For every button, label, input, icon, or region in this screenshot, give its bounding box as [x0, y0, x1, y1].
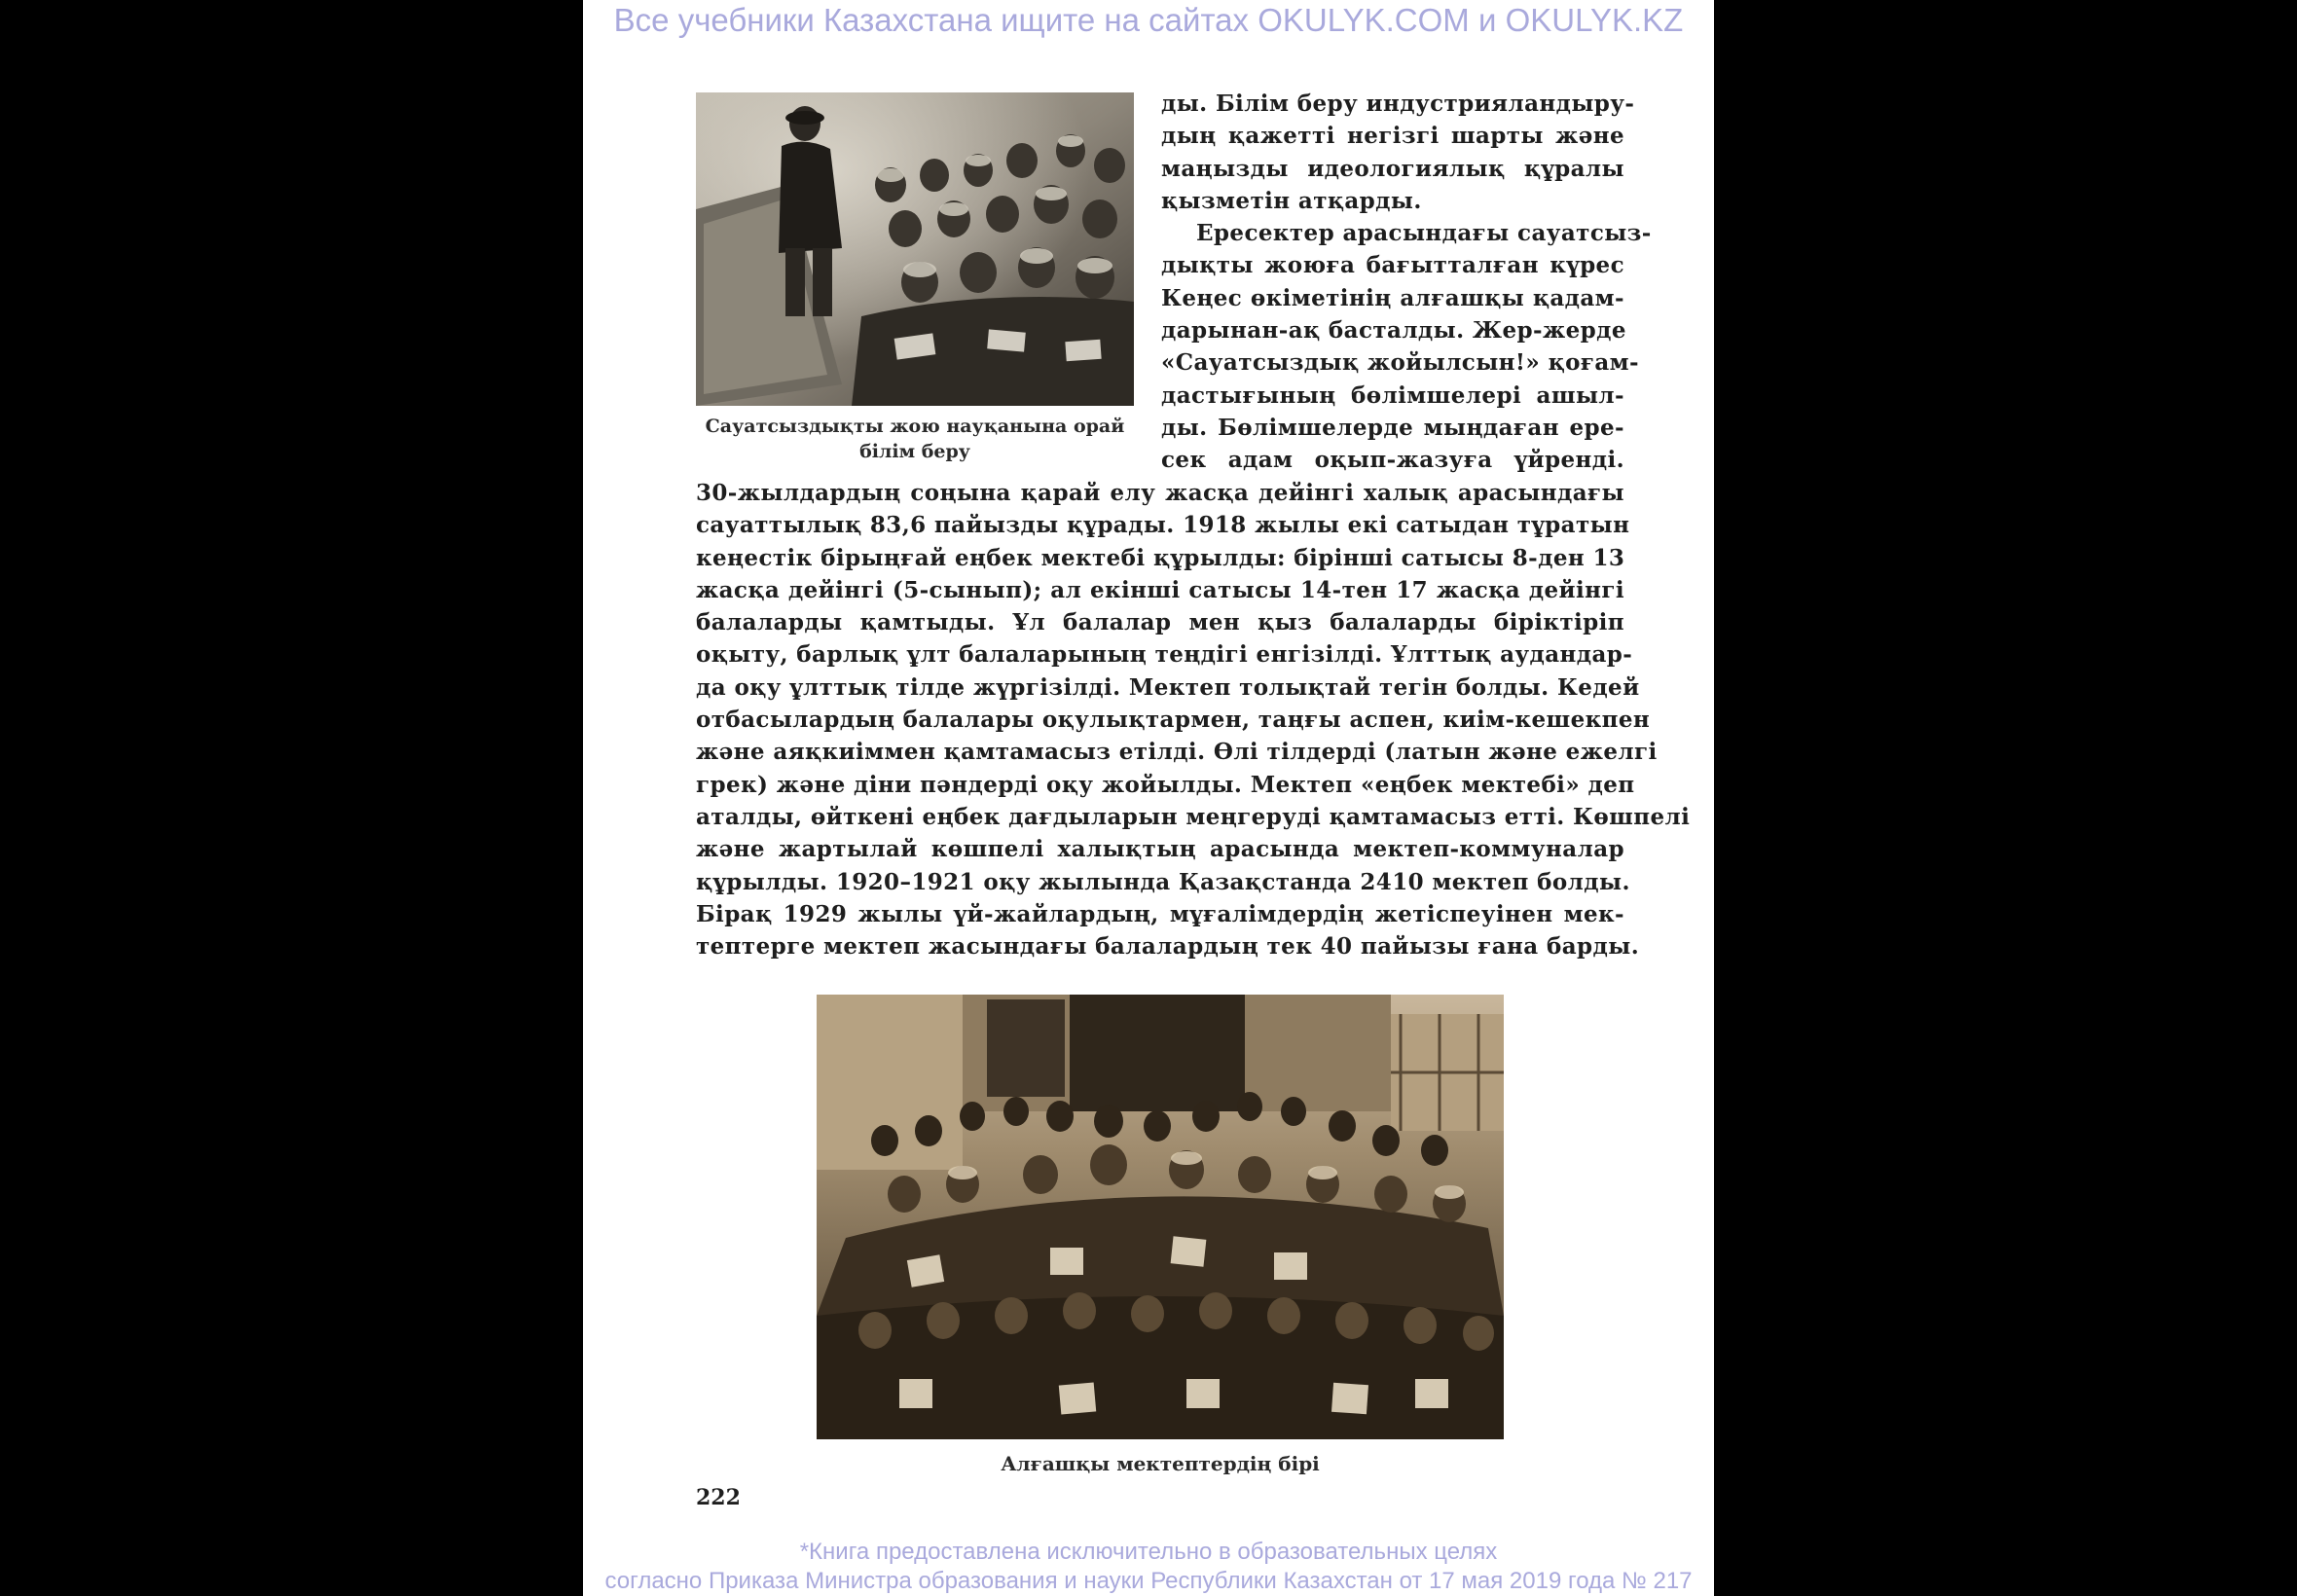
figure1-caption: Сауатсыздықты жою науқанына орай білім беру: [705, 416, 1125, 462]
text-line: дың қажетті негізгі шарты және: [1161, 123, 1624, 150]
text-line: ды. Білім беру индустрияландыру-: [1161, 91, 1635, 117]
watermark-bottom-line2: согласно Приказа Министра образования и науки Республики Казахстан от 17 мая 2019 года № 217: [604, 1568, 1693, 1594]
text-line: Бірақ 1929 жылы үй-жайлардың, мұғалімдердің жетіспеуінен мек-: [696, 900, 1624, 927]
text-line: дастығының бөлімшелері ашыл-: [1161, 381, 1624, 409]
watermark-top: Все учебники Казахстана ищите на сайтах OKULYK.COM и OKULYK.KZ: [613, 2, 1684, 38]
main-paragraph: [696, 477, 1691, 962]
textbook-page: [583, 0, 1714, 1596]
text-line: аталды, өйткені еңбек дағдыларын меңгеруді қамтамасыз етті. Көшпелі: [696, 803, 1691, 830]
text-line: «Сауатсыздық жойылсын!» қоғам-: [1161, 349, 1639, 377]
text-line: қызметін атқарды.: [1161, 187, 1422, 214]
text-line: тептерге мектеп жасындағы балалардың тек 40 пайызы ғана барды.: [696, 933, 1640, 961]
text-line: және жартылай көшпелі халықтың арасында мектеп-коммуналар: [696, 836, 1624, 863]
right-column-text: [1161, 88, 1652, 477]
text-line: дықты жоюға бағытталған күрес: [1161, 252, 1624, 279]
literacy-campaign-photo: [696, 92, 1134, 406]
text-line: дарынан-ақ басталды. Жер-жерде: [1161, 317, 1626, 345]
first-school-photo: [817, 995, 1504, 1439]
text-line: балаларды қамтыды. Ұл балалар мен қыз балаларды біріктіріп: [696, 609, 1624, 636]
text-line: Ересектер арасындағы сауатсыз-: [1196, 220, 1652, 247]
text-line: Кеңес өкіметінің алғашқы қадам-: [1161, 284, 1624, 311]
figure2-caption: Алғашқы мектептердің бірі: [1001, 1452, 1320, 1475]
text-line: маңызды идеологиялық құралы: [1161, 155, 1624, 182]
text-line: жасқа дейінгі (5-сынып); ал екінші сатысы 14-тен 17 жасқа дейінгі: [696, 576, 1624, 603]
text-line: кеңестік бірыңғай еңбек мектебі құрылды: бірінші сатысы 8-ден 13: [696, 544, 1625, 571]
watermark-bottom-line1: *Книга предоставлена исключительно в образовательных целях: [799, 1539, 1498, 1565]
text-line: құрылды. 1920–1921 оқу жылында Қазақстанда 2410 мектеп болды.: [696, 868, 1630, 895]
text-line: сауаттылық 83,6 пайызды құрады. 1918 жылы екі сатыдан тұратын: [696, 512, 1630, 539]
text-line: ды. Бөлімшелерде мыңдаған ере-: [1161, 414, 1624, 441]
text-line: 30-жылдардың соңына қарай елу жасқа дейінгі халық арасындағы: [696, 480, 1624, 506]
page-number: 222: [696, 1485, 741, 1510]
text-line: грек) және діни пәндерді оқу жойылды. Мектеп «еңбек мектебі» деп: [696, 771, 1635, 798]
text-line: сек адам оқып-жазуға үйренді.: [1161, 447, 1624, 474]
text-line: да оқу ұлттық тілде жүргізілді. Мектеп толықтай тегін болды. Кедей: [696, 673, 1640, 701]
text-line: және аяқкиіммен қамтамасыз етілді. Өлі тілдерді (латын және ежелгі: [696, 739, 1658, 766]
text-line: оқыту, барлық ұлт балаларының теңдігі енгізілді. Ұлттық аудандар-: [696, 641, 1633, 669]
text-line: отбасылардың балалары оқулықтармен, таңғы аспен, киім-кешекпен: [696, 707, 1651, 734]
